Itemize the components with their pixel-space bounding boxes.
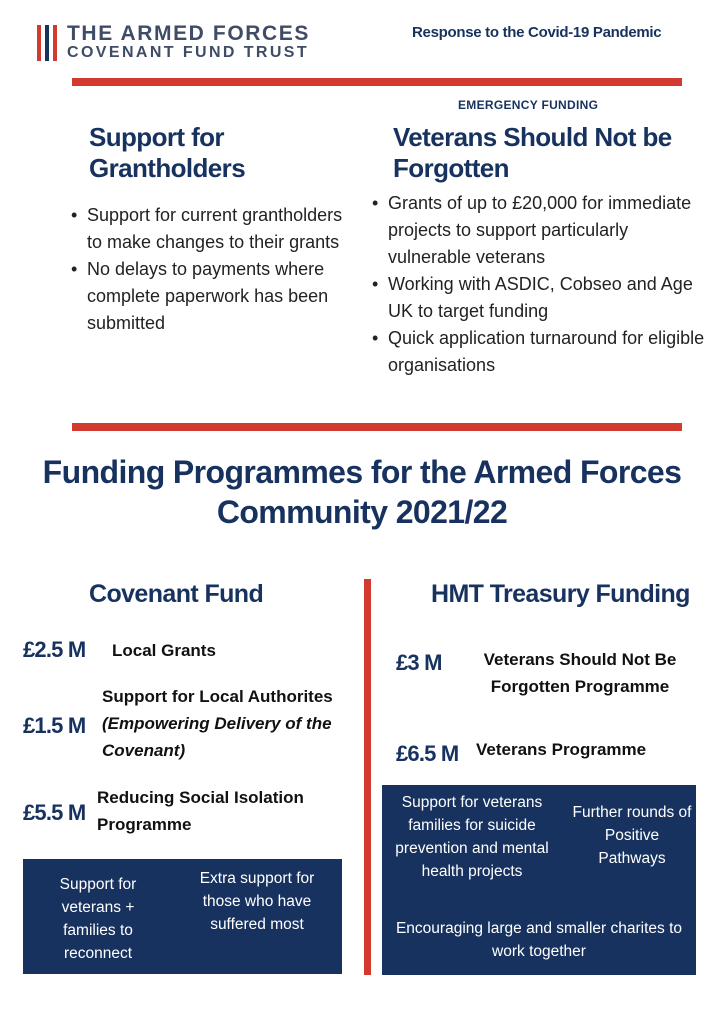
- logo-text-line1: THE ARMED FORCES: [67, 22, 310, 45]
- header-subtitle: Response to the Covid-19 Pandemic: [412, 24, 662, 41]
- list-item: • Quick application turnaround for eligible organisations: [388, 325, 708, 379]
- covenant-label-1: Local Grants: [112, 641, 216, 660]
- hmt-amount-1: £3 M: [396, 650, 442, 675]
- hmt-funding-heading: HMT Treasury Funding: [431, 580, 690, 608]
- programmes-title: [0, 452, 724, 532]
- programmes-title-line2: Community 2021/22: [216, 494, 508, 530]
- hmt-amount-2: £6.5 M: [396, 741, 459, 766]
- veterans-heading-line1: Veterans Should Not be: [393, 122, 672, 152]
- grantholders-heading: [89, 122, 349, 184]
- veterans-bullet-list: [370, 190, 708, 379]
- covenant-label-2: [102, 683, 348, 764]
- emergency-funding-tag: EMERGENCY FUNDING: [458, 98, 599, 112]
- top-divider: [72, 78, 682, 86]
- programmes-title-line1: Funding Programmes for the Armed Forces: [42, 454, 682, 490]
- list-item: • Grants of up to £20,000 for immediate projects to support particularly vulnerable veterans: [388, 190, 708, 271]
- list-item: • Working with ASDIC, Cobseo and Age UK to target funding: [388, 271, 708, 325]
- hmt-label-1: Veterans Should Not Be Forgotten Programme: [483, 650, 677, 696]
- covenant-amount-1: £2.5 M: [23, 637, 86, 662]
- covenant-label-2-plain: Support for Local Authorites: [102, 687, 333, 706]
- covenant-box-right-text: Extra support for those who have suffered most: [199, 870, 315, 933]
- logo-bar-red: [37, 25, 41, 61]
- covenant-label-2-italic: (Empowering Delivery of the Covenant): [102, 714, 332, 760]
- veterans-heading: [393, 122, 693, 184]
- covenant-amount-2: £1.5 M: [23, 713, 86, 738]
- hmt-box-right-text: Further rounds of Positive Pathways: [572, 804, 692, 867]
- logo-bar-red-2: [53, 25, 57, 61]
- logo-mark: [37, 25, 59, 61]
- hmt-box-bottom-text: Encouraging large and smaller charites to work together: [395, 920, 683, 960]
- covenant-box-left-text: Support for veterans + families to reconnect: [59, 876, 137, 962]
- column-divider: [364, 579, 371, 975]
- hmt-label-2: Veterans Programme: [476, 740, 647, 759]
- covenant-amount-3: £5.5 M: [23, 800, 86, 825]
- list-item: • No delays to payments where complete paperwork has been submitted: [87, 256, 345, 337]
- list-item: • Support for current grantholders to make changes to their grants: [87, 202, 345, 256]
- covenant-support-box: [23, 859, 342, 974]
- veterans-heading-line2: Forgotten: [393, 153, 509, 183]
- grantholders-bullet-list: [69, 202, 345, 337]
- grantholders-heading-line1: Support for: [89, 122, 224, 152]
- covenant-label-3: Reducing Social Isolation Programme: [97, 788, 304, 834]
- logo-bar-navy: [45, 25, 49, 61]
- hmt-box-left-text: Support for veterans families for suicide prevention and mental health projects: [395, 794, 549, 880]
- hmt-support-box: [382, 785, 696, 975]
- logo-text-line2: COVENANT FUND TRUST: [67, 44, 310, 61]
- covenant-fund-heading: Covenant Fund: [89, 580, 264, 608]
- grantholders-heading-line2: Grantholders: [89, 153, 246, 183]
- middle-divider: [72, 423, 682, 431]
